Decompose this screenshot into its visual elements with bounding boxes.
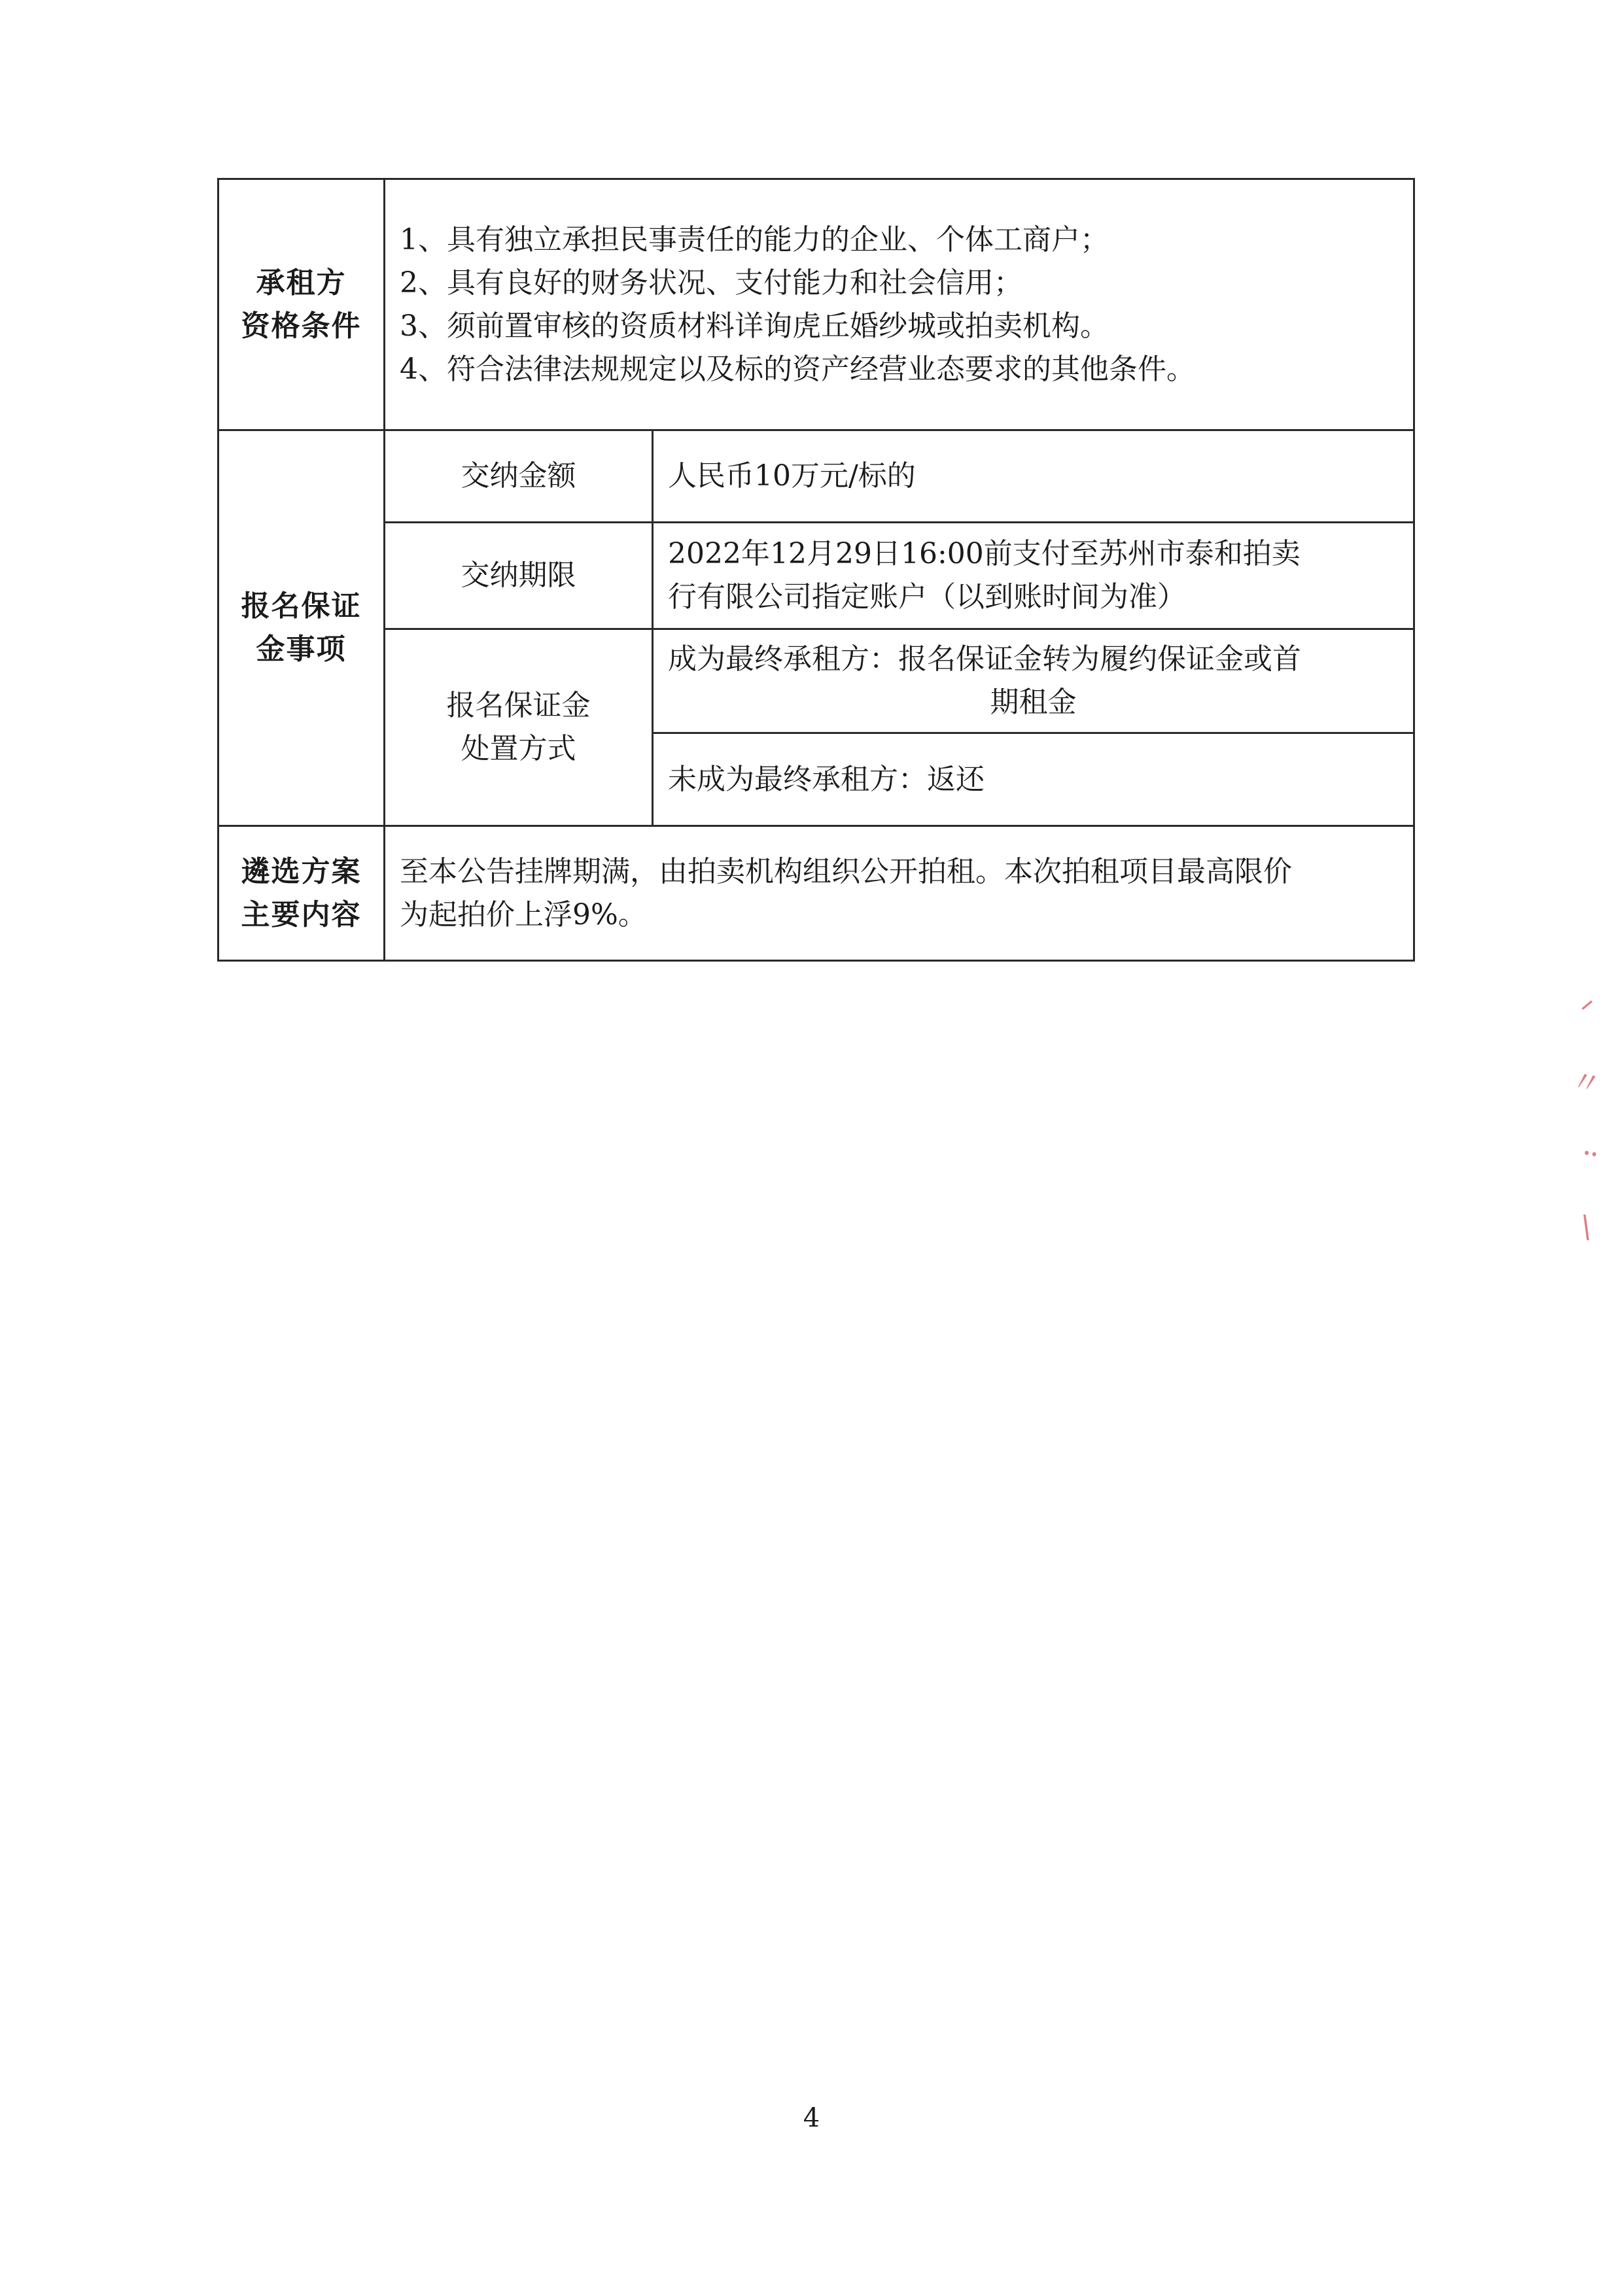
qualification-item: 1、具有独立承担民事责任的能力的企业、个体工商户； <box>400 222 1109 256</box>
deposit-amount-value: 人民币10万元/标的 <box>653 430 1414 523</box>
selection-plan-label: 遴选方案 主要内容 <box>218 826 385 961</box>
deposit-disposal-label: 报名保证金 处置方式 <box>385 629 653 826</box>
qualification-item: 4、符合法律法规规定以及标的资产经营业态要求的其他条件。 <box>400 352 1195 386</box>
qualification-item: 2、具有良好的财务状况、支付能力和社会信用； <box>400 266 1022 300</box>
qualification-content <box>385 179 1414 430</box>
deposit-disposal-lose: 未成为最终承租方：返还 <box>653 733 1414 826</box>
row-deposit-deadline <box>218 523 1414 629</box>
row-selection-plan <box>218 826 1414 961</box>
page-number: 4 <box>803 2103 820 2133</box>
qualification-label: 承租方 资格条件 <box>218 179 385 430</box>
deposit-deadline-value: 2022年12月29日16:00前支付至苏州市泰和拍卖 行有限公司指定账户（以到账时间为准） <box>653 523 1414 629</box>
deposit-deadline-label: 交纳期限 <box>385 523 653 629</box>
row-deposit-amount <box>218 430 1414 523</box>
deposit-amount-label: 交纳金额 <box>385 430 653 523</box>
seal-stamp-fragment: ᐟ 〃 ᠃ \ <box>1568 992 1605 1245</box>
announcement-table <box>217 178 1415 962</box>
qualification-item: 3、须前置审核的资质材料详询虎丘婚纱城或拍卖机构。 <box>400 309 1109 343</box>
selection-plan-content: 至本公告挂牌期满，由拍卖机构组织公开拍租。本次拍租项目最高限价 为起拍价上浮9%。 <box>385 826 1414 961</box>
row-deposit-disposal-win <box>218 629 1414 733</box>
deposit-disposal-win: 成为最终承租方：报名保证金转为履约保证金或首 期租金 <box>653 629 1414 733</box>
row-qualification <box>218 179 1414 430</box>
deposit-label: 报名保证 金事项 <box>218 430 385 826</box>
